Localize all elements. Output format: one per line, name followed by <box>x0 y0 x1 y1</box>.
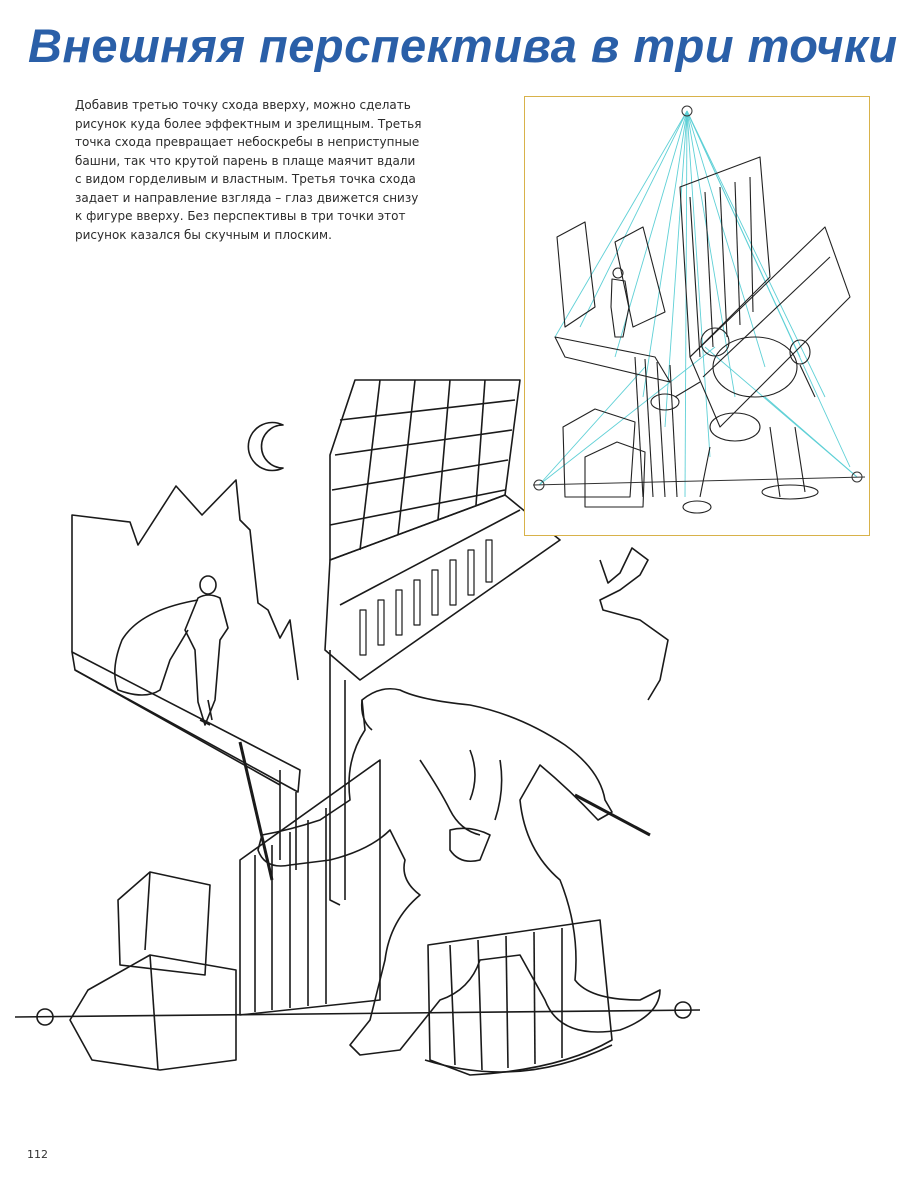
foreground-building <box>240 760 380 1015</box>
construction-inset <box>524 96 870 536</box>
horizon-line <box>15 1002 700 1025</box>
brute-figure <box>258 689 660 1055</box>
body-paragraph: Добавив третью точку схода вверху, можно сделать рисунок куда более эффектным и зрелищным. Третья точка схода превращает небоскребы в неприступные башни, так что крутой парень в плаще маячит вдали с видом горделивым и властным. Третья точка схода задает и направление взгляда – глаз движется снизу к фигуре вверху. Без перспективы в три точки этот рисунок казался бы скучным и плоским. <box>75 98 422 242</box>
page-number: 112 <box>27 1148 48 1161</box>
inset-sketch <box>525 97 870 536</box>
crates <box>70 872 236 1070</box>
perspective-guide-lines <box>539 111 857 497</box>
slatted-skyscraper <box>325 495 560 905</box>
lattice-tower <box>330 380 520 560</box>
trash-can <box>425 828 612 1075</box>
moon <box>248 423 283 471</box>
page-title: Внешняя перспектива в три точки <box>28 19 898 72</box>
rooftop-ledge <box>72 652 300 870</box>
